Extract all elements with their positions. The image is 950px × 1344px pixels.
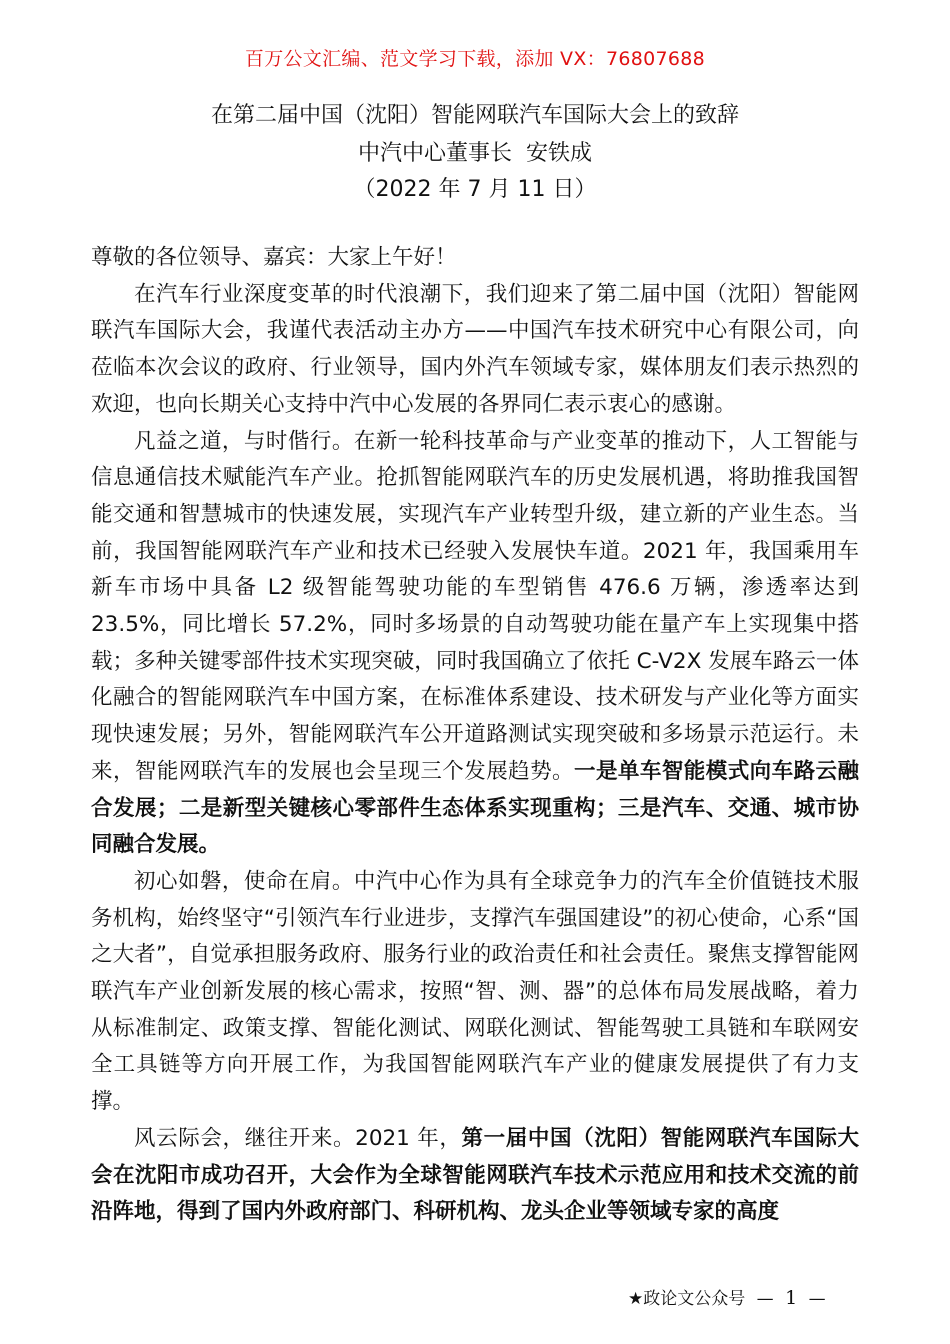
footer-dash-right: — bbox=[808, 1289, 826, 1309]
document-title: 在第二届中国（沈阳）智能网联汽车国际大会上的致辞 bbox=[210, 103, 739, 128]
paragraph-1: 在汽车行业深度变革的时代浪潮下，我们迎来了第二届中国（沈阳）智能网联汽车国际大会，我谨代表活动主办方——中国汽车技术研究中心有限公司，向莅临本次会议的政府、行业领导，国内外汽车领域专家，媒体朋友们表示热烈的欢迎，也向长期关心支持中汽中心发展的各界同仁表示衷心的感谢。 bbox=[91, 281, 859, 417]
watermark-banner: 百万公文汇编、范文学习下载，添加 VX：76807688 bbox=[244, 48, 706, 70]
footer-source: ★政论文公众号 bbox=[628, 1289, 746, 1309]
page-number: 1 bbox=[785, 1287, 798, 1309]
document-body bbox=[91, 240, 859, 1231]
date-line: （2022 年 7 月 11 日） bbox=[353, 177, 597, 202]
paragraph-2 bbox=[91, 424, 859, 864]
paragraph-3: 初心如磐，使命在肩。中汽中心作为具有全球竞争力的汽车全价值链技术服务机构，始终坚守“引领汽车行业进步，支撑汽车强国建设”的初心使命，心系“国之大者”，自觉承担服务政府、服务行业的政治责任和社会责任。聚焦支撑智能网联汽车产业创新发展的核心需求，按照“智、测、器”的总体布局发展战略，着力从标准制定、政策支撑、智能化测试、网联化测试、智能驾驶工具链和车联网安全工具链等方向开展工作，为我国智能网联汽车产业的健康发展提供了有力支撑。 bbox=[91, 868, 859, 1115]
paragraph-2-bold: 一是单车智能模式向车路云融合发展；二是新型关键核心零部件生态体系实现重构；三是汽车、交通、城市协同融合发展。 bbox=[91, 758, 859, 858]
greeting: 尊敬的各位领导、嘉宾：大家上午好！ bbox=[91, 245, 457, 270]
footer-dash-left: — bbox=[756, 1289, 774, 1309]
speaker-line: 中汽中心董事长 安铁成 bbox=[358, 141, 592, 166]
paragraph-4-bold: 第一届中国（沈阳）智能网联汽车国际大会在沈阳市成功召开，大会作为全球智能网联汽车技术示范应用和技术交流的前沿阵地，得到了国内外政府部门、科研机构、龙头企业等领域专家的高度 bbox=[91, 1125, 859, 1225]
page-footer bbox=[628, 1284, 868, 1309]
paragraph-4-text: 风云际会，继往开来。2021 年， bbox=[134, 1125, 462, 1151]
paragraph-2-text: 凡益之道，与时偕行。在新一轮科技革命与产业变革的推动下，人工智能与信息通信技术赋能汽车产业。抢抓智能网联汽车的历史发展机遇，将助推我国智能交通和智慧城市的快速发展，实现汽车产业转型升级，建立新的产业生态。当前，我国智能网联汽车产业和技术已经驶入发展快车道。2021 年，我国乘用车新车市场中具备 L2 级智能驾驶功能的车型销售 476.6 万辆，渗透率达到 23.5%，同比增长 57.2%，同时多场景的自动驾驶功能在量产车上实现集中搭载；多种关键零部件技术实现突破，同时我国确立了依托 C-V2X 发展车路云一体化融合的智能网联汽车中国方案，在标准体系建设、技术研发与产业化等方面实现快速发展；另外，智能网联汽车公开道路测试实现突破和多场景示范运行。未来，智能网联汽车的发展也会呈现三个发展趋势。 bbox=[91, 428, 859, 784]
paragraph-4 bbox=[91, 1121, 859, 1231]
